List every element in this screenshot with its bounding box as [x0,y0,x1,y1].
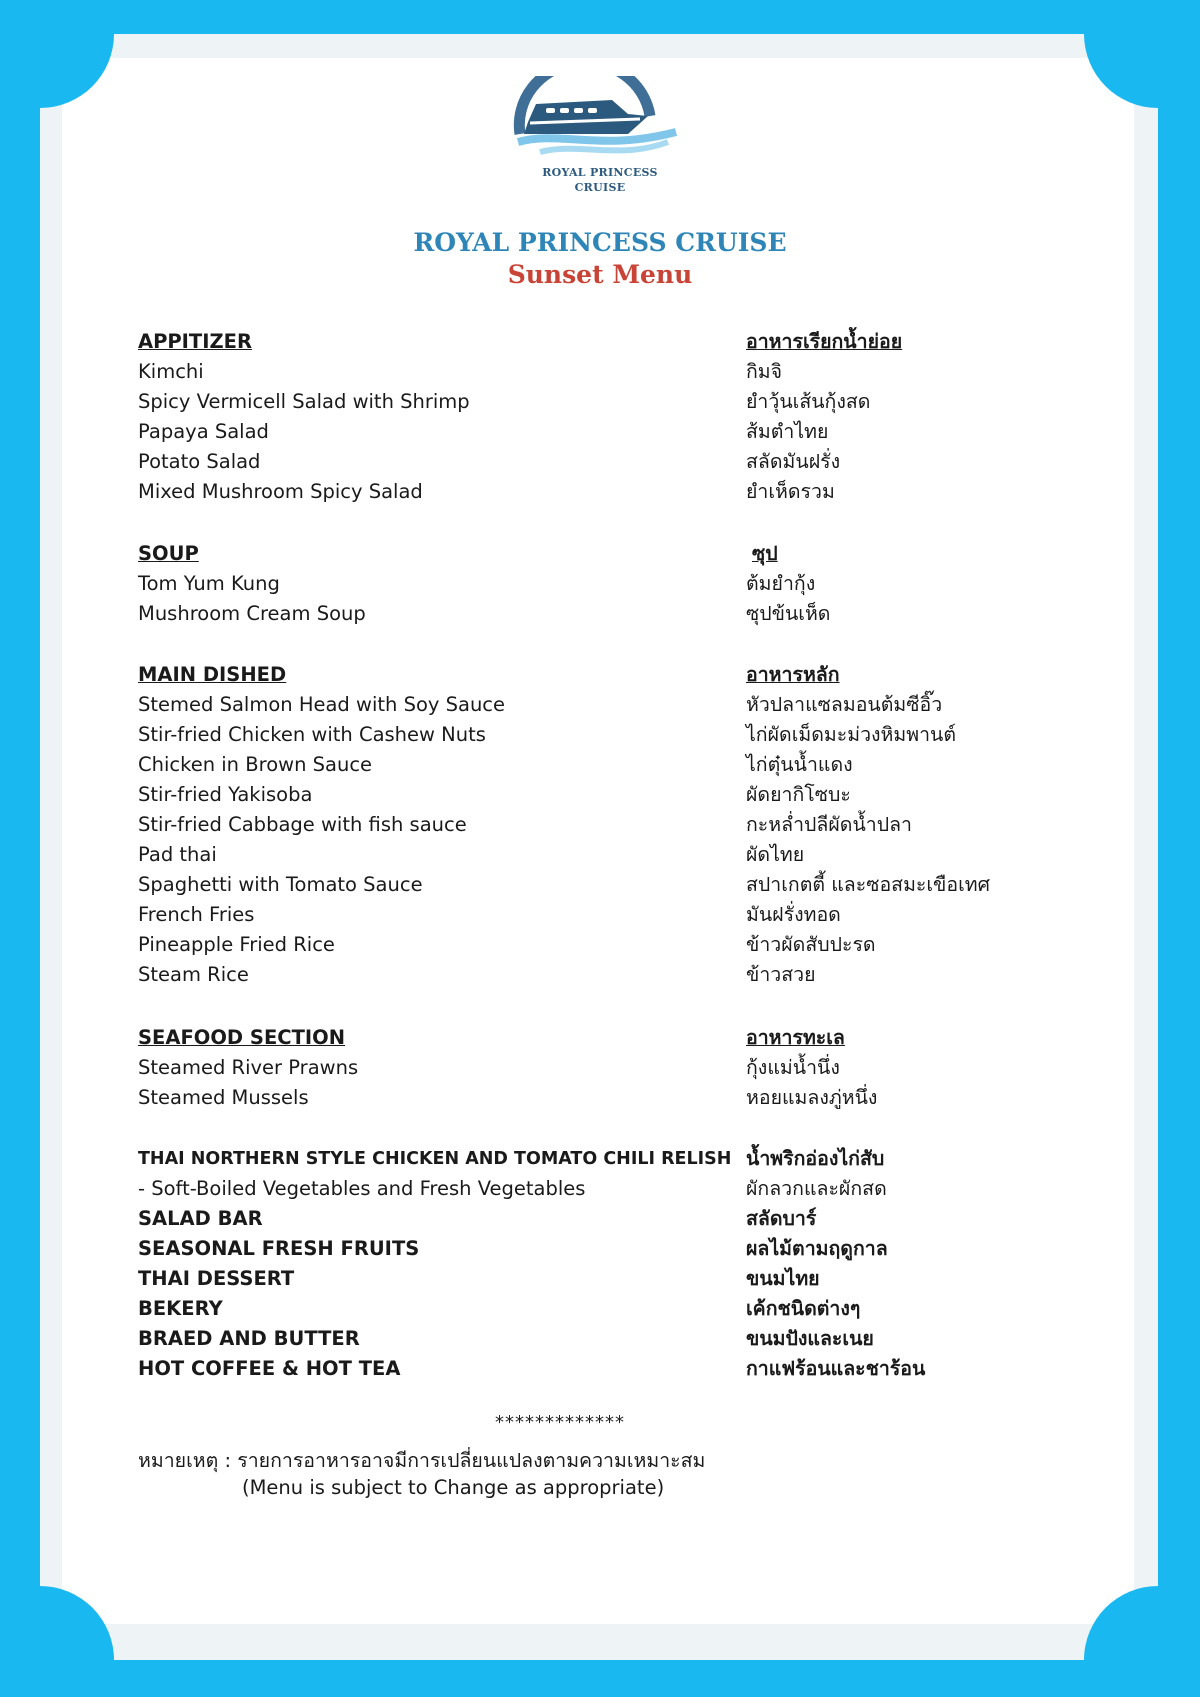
item-name-th: ยำเห็ดรวม [746,480,835,503]
item-name-en: Spaghetti with Tomato Sauce [138,873,423,896]
item-name-en: Steamed River Prawns [138,1056,359,1079]
item-name-en: Stir-fried Chicken with Cashew Nuts [138,723,486,746]
extra-item [0,1355,1200,1385]
item-name-en: BEKERY [138,1297,223,1320]
item-name-th: สลัดบาร์ [746,1207,817,1230]
item-name-th: ขนมไทย [746,1267,820,1290]
item-name-th: มันฝรั่งทอด [746,903,841,926]
section-title-en: SOUP [138,542,199,565]
item-name-th: ต้มยำกุ้ง [746,572,816,595]
page-title: ROYAL PRINCESS CRUISE [413,228,787,257]
item-name-en: Pad thai [138,843,217,866]
divider-stars: ************* [495,1412,625,1433]
item-name-th: ข้าวสวย [746,963,816,986]
item-name-en: BRAED AND BUTTER [138,1327,360,1350]
menu-item [0,781,1200,811]
item-name-en: Stir-fried Cabbage with fish sauce [138,813,467,836]
item-name-th: หอยแมลงภู่หนึ่ง [746,1086,878,1109]
extra-item [0,1205,1200,1235]
item-name-th: ผักลวกและผักสด [746,1177,887,1200]
item-name-th: กุ้งแม่น้ำนึ่ง [746,1056,840,1079]
item-name-th: กะหล่ำปลีผัดน้ำปลา [746,813,913,836]
item-name-th: ส้มตำไทย [746,420,829,443]
menu-item [0,570,1200,600]
section-title-en: SEAFOOD SECTION [138,1026,346,1049]
item-name-th: ผัดไทย [746,843,805,866]
menu-item [0,1054,1200,1084]
menu-item [0,1084,1200,1114]
menu-item [0,691,1200,721]
section-title-th: อาหารทะเล [746,1026,845,1049]
menu-item [0,961,1200,991]
section-header [0,328,1200,358]
item-name-th: ซุปข้นเห็ด [746,602,831,625]
item-name-th: เค้กชนิดต่างๆ [746,1297,861,1320]
item-name-en: Papaya Salad [138,420,269,443]
item-name-en: Chicken in Brown Sauce [138,753,373,776]
item-name-en: Tom Yum Kung [138,572,280,595]
item-name-th: ข้าวผัดสับปะรด [746,933,876,956]
item-name-en: Stir-fried Yakisoba [138,783,313,806]
item-name-th: กาแฟร้อนและชาร้อน [746,1357,926,1380]
item-name-en: Potato Salad [138,450,261,473]
item-name-th: ไก่ตุ๋นน้ำแดง [746,753,853,776]
menu-item [0,600,1200,630]
item-name-en: THAI DESSERT [138,1267,295,1290]
item-name-th: ผัดยากิโซบะ [746,783,851,806]
menu-item [0,721,1200,751]
item-name-th: สลัดมันฝรั่ง [746,450,841,473]
logo-text: CRUISE [574,181,626,194]
section-header [0,540,1200,570]
menu-item [0,358,1200,388]
extra-item [0,1265,1200,1295]
item-name-en: - Soft-Boiled Vegetables and Fresh Vegetables [138,1177,586,1200]
item-name-en: Mixed Mushroom Spicy Salad [138,480,423,503]
extra-item [0,1235,1200,1265]
item-name-th: ยำวุ้นเส้นกุ้งสด [746,390,871,413]
item-name-th: หัวปลาแซลมอนต้มซีอิ๊ว [746,693,943,716]
item-name-en: Pineapple Fried Rice [138,933,335,956]
item-name-en: Mushroom Cream Soup [138,602,366,625]
menu-item [0,931,1200,961]
menu-item [0,811,1200,841]
note-english: (Menu is subject to Change as appropriate) [242,1476,665,1499]
section-header [0,661,1200,691]
menu-item [0,448,1200,478]
menu-item [0,751,1200,781]
extra-item [0,1295,1200,1325]
item-name-en: Stemed Salmon Head with Soy Sauce [138,693,506,716]
item-name-en: Steam Rice [138,963,249,986]
item-name-en: French Fries [138,903,255,926]
section-title-en: MAIN DISHED [138,663,287,686]
item-name-th: น้ำพริกอ่องไก่สับ [746,1147,885,1170]
item-name-th: ผลไม้ตามฤดูกาล [746,1237,888,1260]
page-subtitle: Sunset Menu [507,260,693,289]
extra-item [0,1325,1200,1355]
item-name-en: Spicy Vermicell Salad with Shrimp [138,390,470,413]
extra-item [0,1145,1200,1175]
section-header [0,1024,1200,1054]
item-name-th: ขนมปังและเนย [746,1327,874,1350]
item-name-en: SEASONAL FRESH FRUITS [138,1237,420,1260]
menu-item [0,388,1200,418]
extra-item [0,1175,1200,1205]
section-title-th: ซุป [752,542,778,565]
section-title-en: APPITIZER [138,330,252,353]
section-title-th: อาหารเรียกน้ำย่อย [746,330,903,353]
section-title-th: อาหารหลัก [746,663,840,686]
menu-item [0,901,1200,931]
note-thai: หมายเหตุ : รายการอาหารอาจมีการเปลี่ยนแปลงตามความเหมาะสม [138,1449,706,1472]
item-name-en: THAI NORTHERN STYLE CHICKEN AND TOMATO CHILI RELISH [138,1149,732,1169]
menu-item [0,478,1200,508]
logo-text: ROYAL PRINCESS [542,166,658,179]
item-name-en: SALAD BAR [138,1207,263,1230]
item-name-en: Steamed Mussels [138,1086,309,1109]
menu-item [0,418,1200,448]
item-name-th: กิมจิ [746,360,783,383]
item-name-en: HOT COFFEE & HOT TEA [138,1357,401,1380]
menu-item [0,871,1200,901]
menu-item [0,841,1200,871]
item-name-th: สปาเกตตี้ และซอสมะเขือเทศ [746,873,990,896]
item-name-en: Kimchi [138,360,204,383]
item-name-th: ไก่ผัดเม็ดมะม่วงหิมพานต์ [746,723,957,746]
